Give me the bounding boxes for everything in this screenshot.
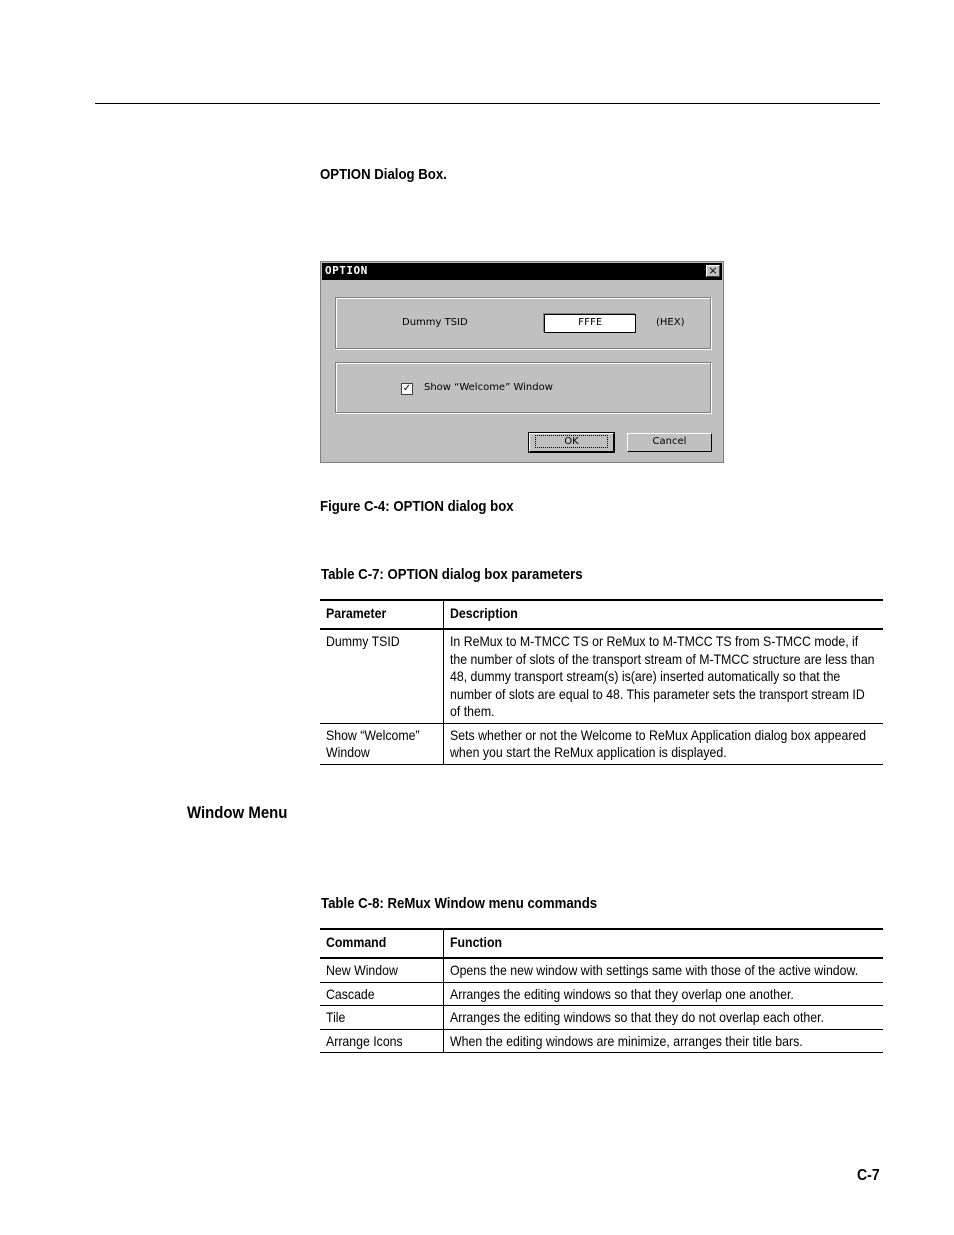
- close-icon[interactable]: ×: [706, 265, 720, 277]
- table-row: [320, 1029, 883, 1053]
- table-header-cell: Command: [320, 929, 444, 958]
- tsid-group: [335, 297, 711, 349]
- table-header-cell: Function: [444, 929, 884, 958]
- table-row: [320, 958, 883, 982]
- window-menu-heading: Window Menu: [187, 803, 288, 822]
- table-header-cell: Parameter: [320, 600, 444, 629]
- table-cell: Arrange Icons: [320, 1029, 444, 1053]
- table-header-cell: Description: [444, 600, 884, 629]
- table-cell: Dummy TSID: [320, 629, 444, 723]
- table-cell: Show “Welcome” Window: [320, 723, 444, 764]
- table-cell: New Window: [320, 958, 444, 982]
- table-cell: Tile: [320, 1006, 444, 1030]
- dialog-title: OPTION: [325, 264, 368, 277]
- table-c7: [320, 599, 883, 765]
- dummy-tsid-input[interactable]: FFFE: [544, 314, 636, 333]
- ok-button-label: OK: [535, 435, 607, 448]
- figure-caption: Figure C-4: OPTION dialog box: [320, 498, 514, 515]
- table-c8: [320, 928, 883, 1053]
- section-caption: OPTION Dialog Box.: [320, 166, 447, 183]
- dialog-title-bar[interactable]: [322, 263, 722, 280]
- page-number: C-7: [857, 1167, 880, 1184]
- table-cell: Arranges the editing windows so that they overlap one another.: [444, 982, 884, 1006]
- table-cell: Cascade: [320, 982, 444, 1006]
- table-cell: Arranges the editing windows so that they do not overlap each other.: [444, 1006, 884, 1030]
- table-header-row: [320, 600, 883, 629]
- table-cell: Sets whether or not the Welcome to ReMux Application dialog box appeared when you start the ReMux application is displayed.: [444, 723, 884, 764]
- show-welcome-checkbox[interactable]: ✓: [402, 383, 412, 394]
- table-row: [320, 629, 883, 723]
- table-row: [320, 1006, 883, 1030]
- table-cell: When the editing windows are minimize, arranges their title bars.: [444, 1029, 884, 1053]
- table-cell: Opens the new window with settings same with those of the active window.: [444, 958, 884, 982]
- table-row: [320, 982, 883, 1006]
- hex-label: (HEX): [656, 317, 685, 328]
- table-header-row: [320, 929, 883, 958]
- show-welcome-label: Show “Welcome” Window: [424, 382, 553, 393]
- dummy-tsid-label: Dummy TSID: [402, 317, 468, 328]
- ok-button[interactable]: [529, 433, 614, 452]
- table-c8-caption: Table C-8: ReMux Window menu commands: [321, 895, 598, 912]
- table-row: [320, 723, 883, 764]
- cancel-button[interactable]: Cancel: [627, 433, 712, 452]
- table-c7-caption: Table C-7: OPTION dialog box parameters: [321, 566, 583, 583]
- table-cell: In ReMux to M-TMCC TS or ReMux to M-TMCC TS from S-TMCC mode, if the number of slots of the transport stream of M-TMCC structure are less than 48, dummy transport stream(s) is(are) inserted automatically so that the number of slots are equal to 48. This parameter sets the transport stream ID of them.: [444, 629, 884, 723]
- top-rule: [95, 103, 880, 104]
- option-dialog: [320, 261, 724, 463]
